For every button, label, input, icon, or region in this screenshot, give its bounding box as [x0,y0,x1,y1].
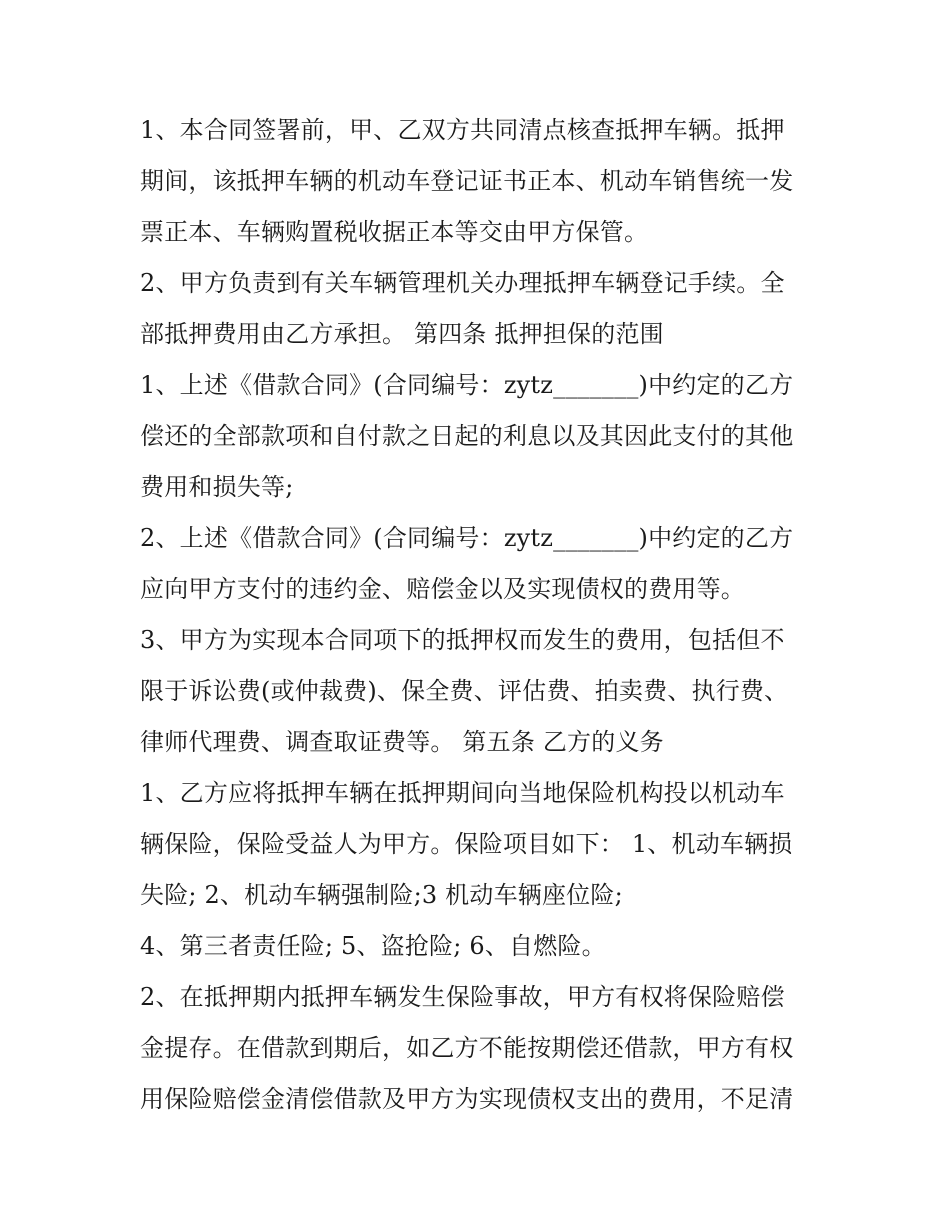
text-line: 2、上述《借款合同》(合同编号：zytz_______)中约定的乙方 [140,524,794,552]
text-line: 4、第三者责任险; 5、盗抢险; 6、自燃险。 [140,932,606,960]
text-line: 1、上述《借款合同》(合同编号：zytz_______)中约定的乙方 [140,371,794,399]
text-line: 部抵押费用由乙方承担。 第四条 抵押担保的范围 [140,320,664,348]
text-line: 1、乙方应将抵押车辆在抵押期间向当地保险机构投以机动车 [140,779,785,807]
text-line: 辆保险，保险受益人为甲方。保险项目如下： 1、机动车辆损 [140,830,793,858]
text-line: 3、甲方为实现本合同项下的抵押权而发生的费用，包括但不 [140,626,785,654]
text-line: 律师代理费、调查取证费等。 第五条 乙方的义务 [140,728,664,756]
text-line: 期间，该抵押车辆的机动车登记证书正本、机动车销售统一发 [140,167,794,195]
text-line: 限于诉讼费(或仲裁费)、保全费、评估费、拍卖费、执行费、 [140,677,789,705]
text-line: 2、在抵押期内抵押车辆发生保险事故，甲方有权将保险赔偿 [140,983,785,1011]
text-line: 金提存。在借款到期后，如乙方不能按期偿还借款，甲方有权 [140,1034,794,1062]
text-line: 费用和损失等; [140,473,294,501]
text-line: 用保险赔偿金清偿借款及甲方为实现债权支出的费用，不足清 [140,1085,794,1113]
text-line: 应向甲方支付的违约金、赔偿金以及实现债权的费用等。 [140,575,745,603]
text-line: 偿还的全部款项和自付款之日起的利息以及其因此支付的其他 [140,422,794,450]
text-line: 票正本、车辆购置税收据正本等交由甲方保管。 [140,218,649,246]
text-line: 失险; 2、机动车辆强制险;3 机动车辆座位险; [140,881,623,909]
text-line: 1、本合同签署前，甲、乙双方共同清点核查抵押车辆。抵押 [140,116,785,144]
text-line: 2、甲方负责到有关车辆管理机关办理抵押车辆登记手续。全 [140,269,785,297]
